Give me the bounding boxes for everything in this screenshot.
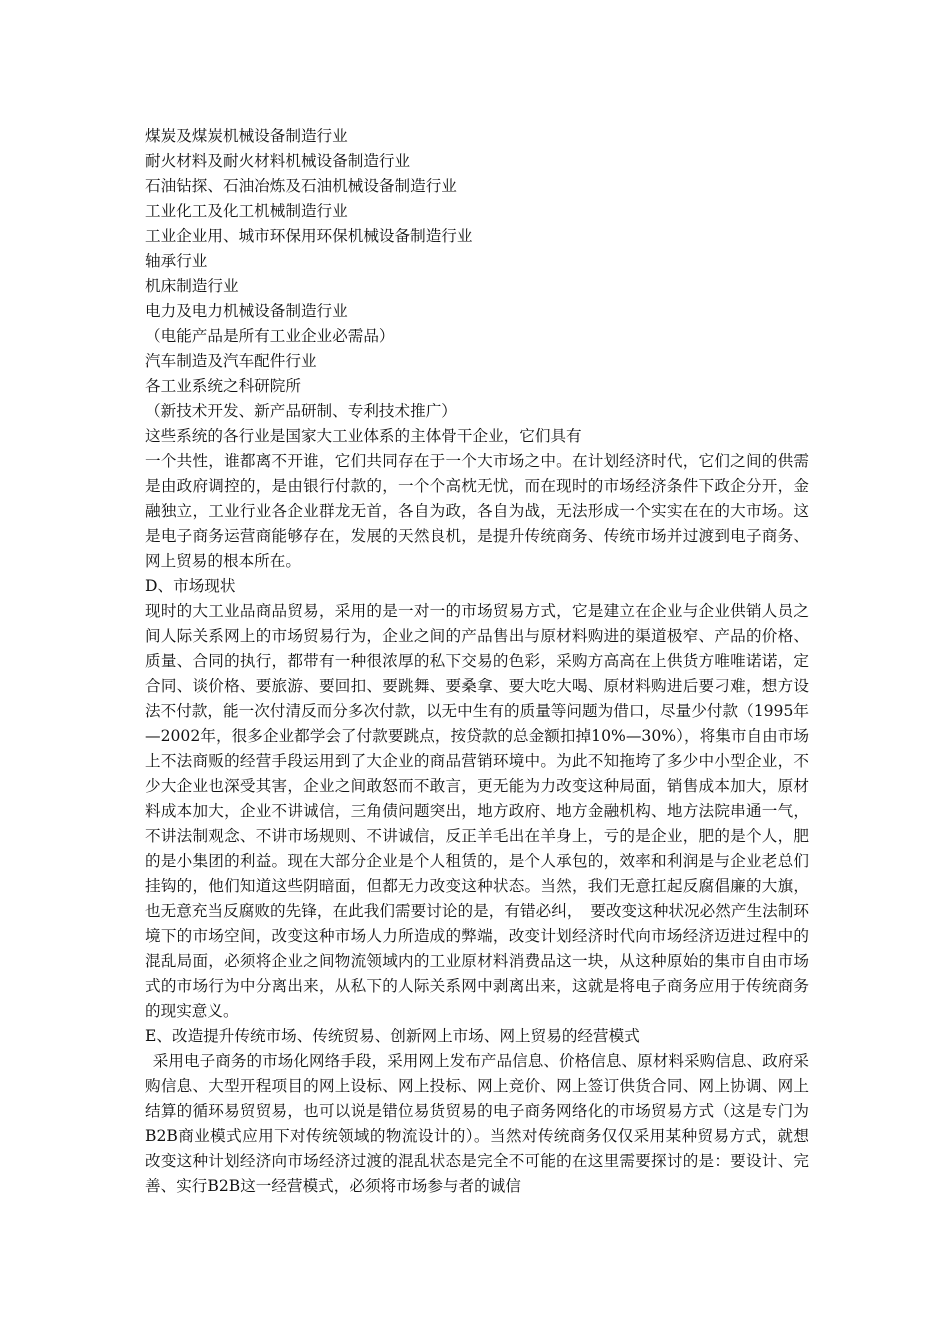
industry-note: （新技术开发、新产品研制、专利技术推广） bbox=[145, 402, 457, 420]
section-d-heading: D、市场现状 bbox=[145, 577, 236, 595]
section-e-paragraph: 采用电子商务的市场化网络手段，采用网上发布产品信息、价格信息、原材料采购信息、政府采购信息、大型开程项目的网上设标、网上投标、网上竞价、网上签订供货合同、网上协调、网上结算的循环易贸贸易，也可以说是错位易货贸易的电子商务网络化的市场贸易方式（这是专门为B2B商业模式应用下对传统领域的物流设计的）。当然对传统商务仅仅采用某种贸易方式，就想改变这种计划经济向市场经济过渡的混乱状态是完全不可能的在这里需要探讨的是：要设计、完善、实行B2B这一经营模式，必须将市场参与者的诚信 bbox=[145, 1052, 809, 1195]
intro-line: 这些系统的各行业是国家大工业体系的主体骨干企业，它们具有 bbox=[145, 427, 582, 445]
section-e-heading: E、改造提升传统市场、传统贸易、创新网上市场、网上贸易的经营模式 bbox=[145, 1027, 640, 1045]
industry-item: 煤炭及煤炭机械设备制造行业 bbox=[145, 127, 348, 145]
document-page bbox=[145, 124, 809, 1199]
industry-note: （电能产品是所有工业企业必需品） bbox=[145, 327, 395, 345]
industry-item: 工业企业用、城市环保用环保机械设备制造行业 bbox=[145, 227, 473, 245]
industry-item: 汽车制造及汽车配件行业 bbox=[145, 352, 317, 370]
industry-item: 耐火材料及耐火材料机械设备制造行业 bbox=[145, 152, 411, 170]
industry-item: 电力及电力机械设备制造行业 bbox=[145, 302, 348, 320]
industry-item: 机床制造行业 bbox=[145, 277, 239, 295]
industry-item: 石油钻探、石油冶炼及石油机械设备制造行业 bbox=[145, 177, 457, 195]
intro-paragraph: 一个共性，谁都离不开谁，它们共同存在于一个大市场之中。在计划经济时代，它们之间的供需是由政府调控的，是由银行付款的，一个个高枕无忧，而在现时的市场经济条件下政企分开，金融独立，工业行业各企业群龙无首，各自为政，各自为战，无法形成一个实实在在的大市场。这是电子商务运营商能够存在，发展的天然良机，是提升传统商务、传统市场并过渡到电子商务、网上贸易的根本所在。 bbox=[145, 452, 809, 570]
industry-item: 各工业系统之科研院所 bbox=[145, 377, 301, 395]
section-d-paragraph: 现时的大工业品商品贸易，采用的是一对一的市场贸易方式，它是建立在企业与企业供销人员之间人际关系网上的市场贸易行为，企业之间的产品售出与原材料购进的渠道极窄、产品的价格、质量、合同的执行，都带有一种很浓厚的私下交易的色彩，采购方高高在上供货方唯唯诺诺，定合同、谈价格、要旅游、要回扣、要跳舞、要桑拿、要大吃大喝、原材料购进后要刁难，想方设法不付款，能一次付清反而分多次付款，以无中生有的质量等问题为借口，尽量少付款（1995年—2002年，很多企业都学会了付款要跳点，按贷款的总金额扣掉10%—30%），将集市自由市场上不法商贩的经营手段运用到了大企业的商品营销环境中。为此不知拖垮了多少中小型企业，不少大企业也深受其害，企业之间敢怒而不敢言，更无能为力改变这种局面，销售成本加大，原材料成本加大，企业不讲诚信，三角债问题突出，地方政府、地方金融机构、地方法院串通一气，不讲法制观念、不讲市场规则、不讲诚信，反正羊毛出在羊身上，亏的是企业，肥的是个人，肥的是小集团的利益。现在大部分企业是个人租赁的，是个人承包的，效率和利润是与企业老总们挂钩的，他们知道这些阴暗面，但都无力改变这种状态。当然，我们无意扛起反腐倡廉的大旗，也无意充当反腐败的先锋，在此我们需要讨论的是，有错必纠， 要改变这种状况必然产生法制环境下的市场空间，改变这种市场人力所造成的弊端，改变计划经济时代向市场经济迈进过程中的混乱局面，必须将企业之间物流领域内的工业原材料消费品这一块，从这种原始的集市自由市场式的市场行为中分离出来，从私下的人际关系网中剥离出来，这就是将电子商务应用于传统商务的现实意义。 bbox=[145, 602, 809, 1020]
industry-item: 工业化工及化工机械制造行业 bbox=[145, 202, 348, 220]
industry-item: 轴承行业 bbox=[145, 252, 208, 270]
